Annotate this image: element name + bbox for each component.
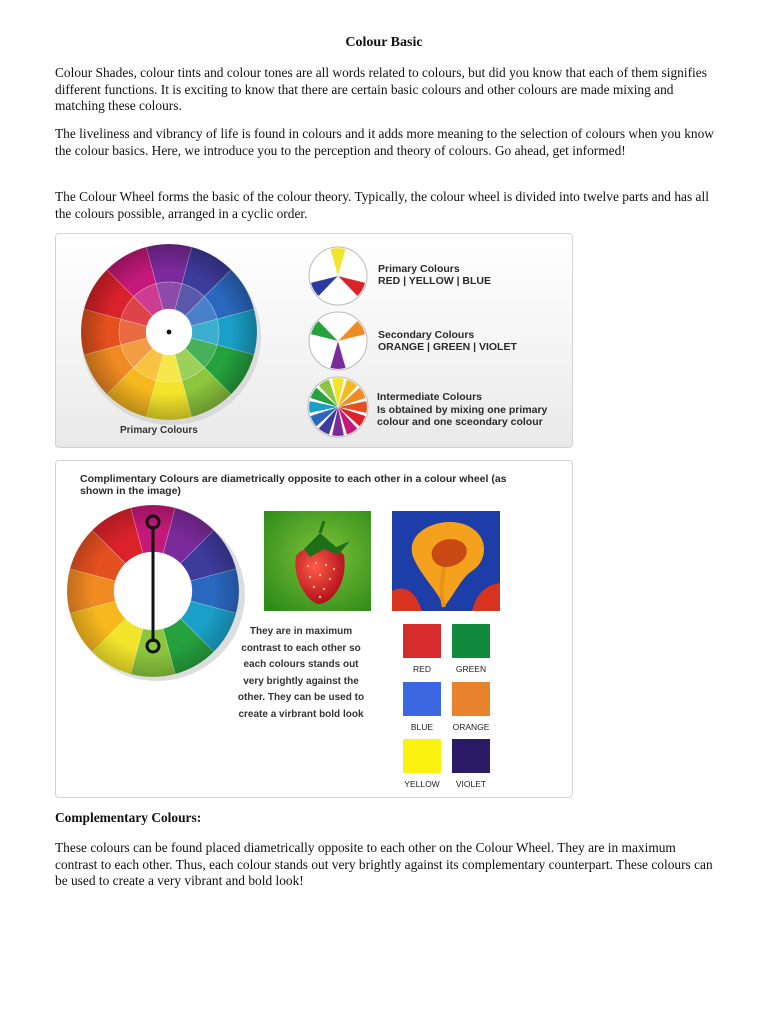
flower-image	[392, 511, 500, 611]
green-swatch	[452, 624, 490, 658]
complementary-paragraph: These colours can be found placed diametrically opposite to each other on the Colour Wheel. They are in maximum contrast to each other. Thus, each colour stands out very brightly against its complementary counterpart. These colours can be used to create a very vibrant and bold look!	[55, 840, 713, 888]
yellow-swatch	[403, 739, 441, 773]
violet-swatch	[452, 739, 490, 773]
contrast-line: other. They can be used to	[237, 692, 365, 703]
intermediate-colours-desc-1: Is obtained by mixing one primary	[377, 404, 548, 416]
red-swatch-label: RED	[413, 664, 431, 674]
orange-swatch	[452, 682, 490, 716]
intermediate-colours-title: Intermediate Colours	[377, 391, 483, 403]
contrast-line: very brightly against the	[243, 675, 359, 687]
orange-swatch-label: ORANGE	[452, 722, 490, 732]
primary-colours-title: Primary Colours	[378, 263, 460, 275]
intro-paragraph: Colour Shades, colour tints and colour tones are all words related to colours, but did you know that each of them signifies different functions. It is exciting to know that there are certain basic colours and other colours are made mixing and matching these colours.	[55, 65, 707, 113]
figure-heading-line-1: Complimentary Colours are diametrically opposite to each other in a colour wheel (as	[80, 473, 507, 485]
figure-heading-line-2: shown in the image)	[80, 485, 181, 497]
intermediate-colours-icon	[306, 376, 370, 438]
contrast-description	[226, 624, 376, 723]
wheel-caption: Primary Colours	[120, 425, 198, 436]
secondary-colours-icon	[306, 311, 370, 371]
secondary-colours-title: Secondary Colours	[378, 329, 475, 341]
blue-swatch-label: BLUE	[410, 722, 434, 732]
contrast-line: each colours stands out	[243, 659, 359, 670]
yellow-swatch-label: YELLOW	[404, 779, 440, 789]
strawberry-image	[264, 511, 371, 611]
colour-wheel-graphic	[74, 242, 264, 427]
colour-wheel-figure	[55, 233, 573, 448]
contrast-line: contrast to each other so	[241, 642, 361, 654]
contrast-line: They are in maximum	[249, 626, 353, 637]
colour-wheel-paragraph: The Colour Wheel forms the basic of the colour theory. Typically, the colour wheel is divided into twelve parts and has all the colours possible, arranged in a cyclic order.	[55, 189, 709, 221]
blue-swatch	[403, 682, 441, 716]
intermediate-colours-desc-2: colour and one sceondary colour	[377, 416, 543, 428]
contrast-line: create a virbrant bold look	[238, 708, 364, 720]
secondary-colours-list: ORANGE | GREEN | VIOLET	[378, 341, 517, 353]
primary-colours-list: RED | YELLOW | BLUE	[378, 275, 492, 287]
red-swatch	[403, 624, 441, 658]
violet-swatch-label: VIOLET	[455, 779, 487, 789]
primary-colours-icon	[306, 246, 370, 306]
complementary-heading: Complementary Colours:	[55, 810, 202, 825]
liveliness-paragraph: The liveliness and vibrancy of life is found in colours and it adds more meaning to the selection of colours when you know the colour basics. Here, we introduce you to the perception and theory of colours. Go ahead, get informed!	[55, 126, 714, 158]
page-title: Colour Basic	[345, 35, 423, 50]
green-swatch-label: GREEN	[455, 664, 487, 674]
complementary-wheel-graphic	[62, 503, 248, 683]
complementary-colours-figure	[55, 460, 573, 798]
